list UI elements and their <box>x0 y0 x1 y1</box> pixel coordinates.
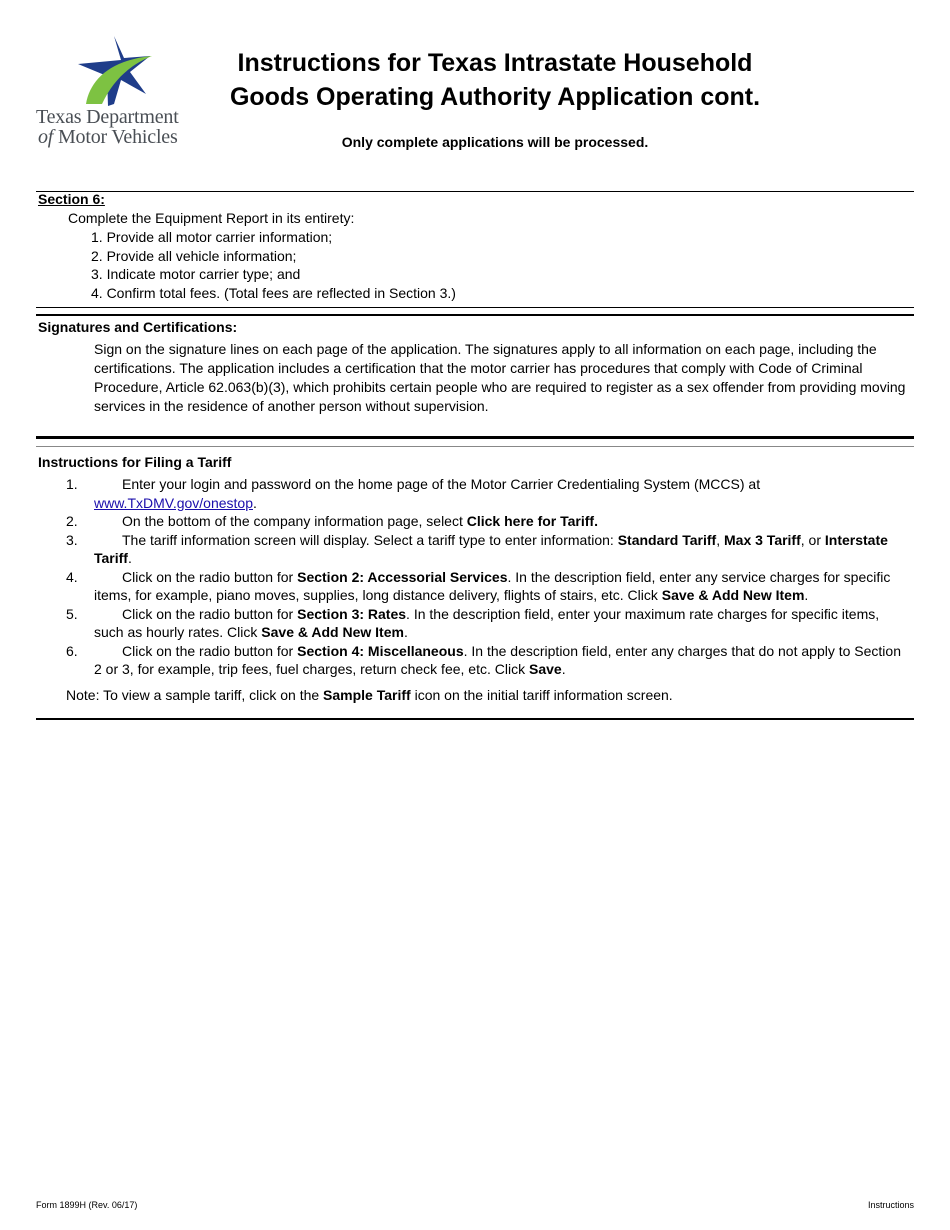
section6-heading: Section 6: <box>38 191 105 207</box>
tariff-step-5 <box>38 605 912 642</box>
divider <box>36 307 914 308</box>
step-text-end: . <box>253 494 257 511</box>
step-text-end: . <box>403 624 408 640</box>
tariff-steps <box>38 475 912 679</box>
page-subtitle: Only complete applications will be processed. <box>341 134 649 150</box>
logo-text-line1: Texas Department <box>36 106 179 128</box>
footer-instructions-label: Instructions <box>867 1200 914 1210</box>
divider <box>36 436 914 439</box>
txdmv-onestop-link[interactable]: www.TxDMV.gov/onestop <box>94 494 253 511</box>
step-text: Click on the radio button for <box>122 605 298 622</box>
step-bold-text: Save <box>528 661 562 677</box>
divider <box>36 718 914 720</box>
list-item: 4. Confirm total fees. (Total fees are reflected in Section 3.) <box>91 284 456 301</box>
section6-list <box>91 228 456 302</box>
tariff-heading: Instructions for Filing a Tariff <box>38 454 232 470</box>
footer-form-number: Form 1899H (Rev. 06/17) <box>36 1200 138 1210</box>
signatures-heading: Signatures and Certifications: <box>38 319 238 335</box>
divider <box>36 191 914 192</box>
step-text-end: . <box>804 587 809 603</box>
signatures-paragraph: Sign on the signature lines on each page of the application. The signatures apply to all information on each page, including the certifications. The application includes a certification that the motor carrier has procedures that comply with Code of Criminal Procedure, Article 62.063(b)(3), which prohibits certain people who are required to register as a sex offender from providing moving services in the residence of another person without supervision. <box>94 341 906 414</box>
step-bold-text: Section 2: Accessorial Services <box>297 568 508 585</box>
list-item: 1. Provide all motor carrier information; <box>91 229 333 245</box>
page-title <box>200 46 790 114</box>
tariff-step-2 <box>38 512 912 531</box>
step-text: The tariff information screen will display. Select a tariff type to enter information: <box>122 531 618 548</box>
divider <box>36 446 914 447</box>
step-text: , or <box>800 531 825 548</box>
page-title-line2: Goods Operating Authority Application cont. <box>229 83 761 111</box>
step-number: 5. <box>66 605 78 622</box>
step-text: . In the description field, enter your maximum rate charges for specific items, such as hourly rates. Click <box>94 605 880 640</box>
step-text-end: . <box>561 661 566 677</box>
step-text: . In the description field, enter any service charges for specific items, for example, piano moves, supplies, long distance delivery, flights of stairs, etc. Click <box>94 568 891 603</box>
list-item: 3. Indicate motor carrier type; and <box>91 266 301 282</box>
step-text: On the bottom of the company information page, select <box>122 513 467 529</box>
section6-intro: Complete the Equipment Report in its entirety: <box>68 210 355 226</box>
note-bold-text: Sample Tariff <box>323 687 411 703</box>
step-bold-text: Max 3 Tariff <box>724 531 801 548</box>
step-number: 6. <box>66 642 78 659</box>
step-bold-text: Save & Add New Item <box>261 624 404 640</box>
step-number: 1. <box>66 476 78 492</box>
divider <box>36 314 914 316</box>
step-text: Click on the radio button for <box>122 568 298 585</box>
tariff-step-6 <box>38 642 912 679</box>
logo-text-line2 <box>38 126 178 149</box>
star-logo-icon <box>74 34 154 106</box>
tariff-step-4 <box>38 568 912 605</box>
step-text: . In the description field, enter any charges that do not apply to Section 2 or 3, for example, trip fees, fuel charges, return check fee, etc. Click <box>94 642 901 677</box>
note-text-end: icon on the initial tariff information screen. <box>410 687 673 703</box>
step-number: 2. <box>66 513 78 529</box>
step-text: Enter your login and password on the home page of the Motor Carrier Credentialing System (MCCS) at <box>122 476 761 492</box>
step-bold-text: Section 4: Miscellaneous <box>297 642 464 659</box>
step-text: Click on the radio button for <box>122 642 298 659</box>
txdmv-logo <box>36 34 196 152</box>
step-number: 4. <box>66 568 78 585</box>
step-number: 3. <box>66 531 78 548</box>
note-text: Note: To view a sample tariff, click on the <box>66 687 324 703</box>
page-title-line1: Instructions for Texas Intrastate Household <box>237 49 753 77</box>
step-bold-text: Click here for Tariff. <box>466 513 598 529</box>
step-bold-text: Save & Add New Item <box>661 587 805 603</box>
step-bold-text: Interstate Tariff <box>94 531 888 566</box>
tariff-step-1 <box>38 475 912 512</box>
tariff-step-3 <box>38 531 912 568</box>
step-text-end: . <box>127 550 132 566</box>
logo-text-rest: Motor Vehicles <box>53 126 178 148</box>
tariff-note <box>66 687 673 703</box>
step-text: , <box>716 531 724 548</box>
list-item: 2. Provide all vehicle information; <box>91 247 297 264</box>
step-bold-text: Standard Tariff <box>617 531 717 548</box>
logo-text-of: of <box>38 126 54 148</box>
step-bold-text: Section 3: Rates <box>297 605 407 622</box>
